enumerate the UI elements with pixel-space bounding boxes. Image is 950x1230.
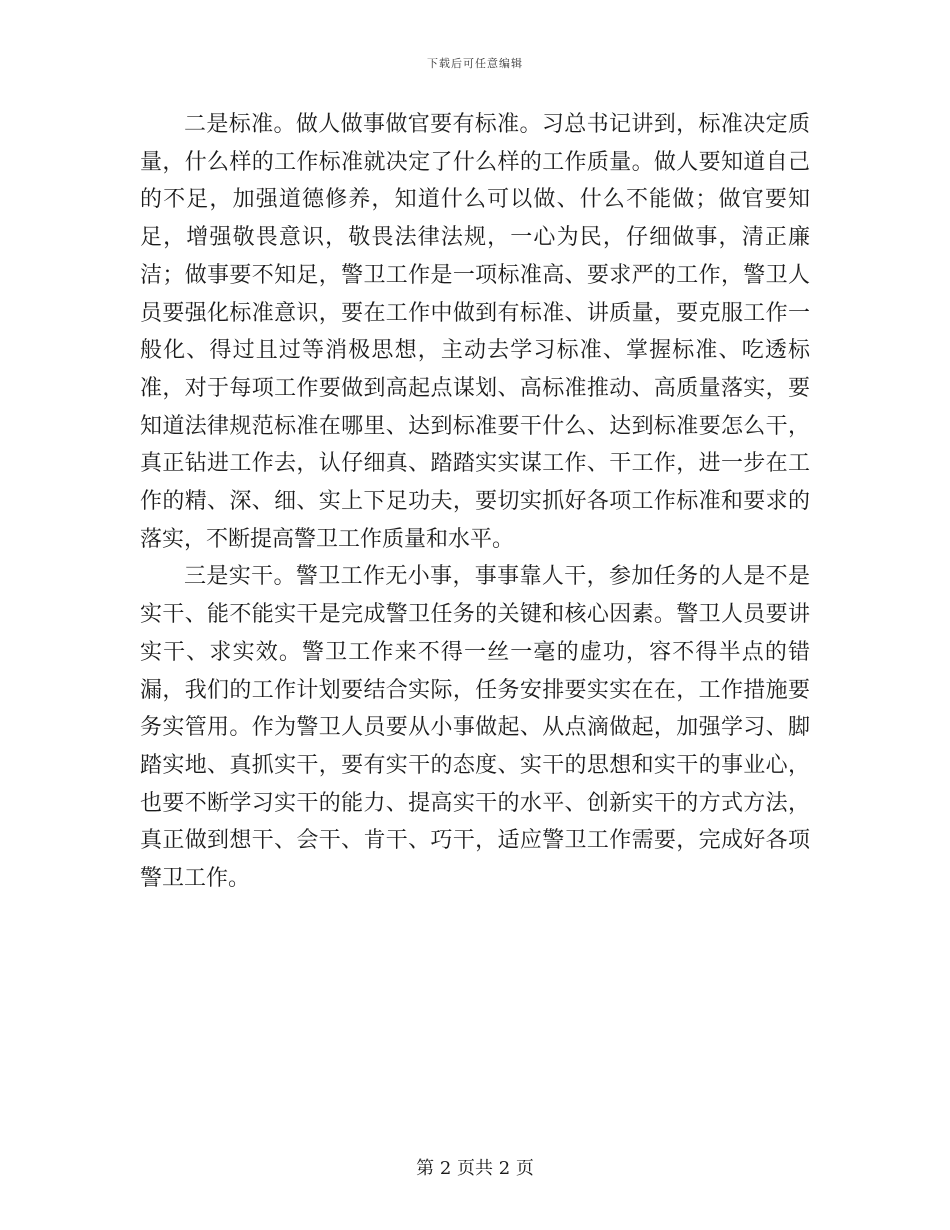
paragraph-standards: 二是标准。做人做事做官要有标准。习总书记讲到，标准决定质量，什么样的工作标准就决定了什么样的工作质量。做人要知道自己的不足，加强道德修养，知道什么可以做、什么不能做；做官要知足，增强敬畏意识，敬畏法律法规，一心为民，仔细做事，清正廉洁；做事要不知足，警卫工作是一项标准高、要求严的工作，警卫人员要强化标准意识，要在工作中做到有标准、讲质量，要克服工作一般化、得过且过等消极思想，主动去学习标准、掌握标准、吃透标准，对于每项工作要做到高起点谋划、高标准推动、高质量落实，要知道法律规范标准在哪里、达到标准要干什么、达到标准要怎么干，真正钻进工作去，认仔细真、踏踏实实谋工作、干工作，进一步在工作的精、深、细、实上下足功夫，要切实抓好各项工作标准和要求的落实，不断提高警卫工作质量和水平。: [140, 112, 810, 552]
page-header: 下载后可任意编辑: [427, 57, 523, 70]
paragraph-hard-work: 三是实干。警卫工作无小事，事事靠人干，参加任务的人是不是实干、能不能实干是完成警卫任务的关键和核心因素。警卫人员要讲实干、求实效。警卫工作来不得一丝一毫的虚功，容不得半点的错漏，我们的工作计划要结合实际，任务安排要实实在在，工作措施要务实管用。作为警卫人员要从小事做起、从点滴做起，加强学习、脚踏实地、真抓实干，要有实干的态度、实干的思想和实干的事业心，也要不断学习实干的能力、提高实干的水平、创新实干的方式方法，真正做到想干、会干、肯干、巧干，适应警卫工作需要，完成好各项警卫工作。: [140, 564, 810, 892]
document-body: [140, 106, 810, 898]
page-number-footer: 第 2 页共 2 页: [416, 1158, 534, 1179]
